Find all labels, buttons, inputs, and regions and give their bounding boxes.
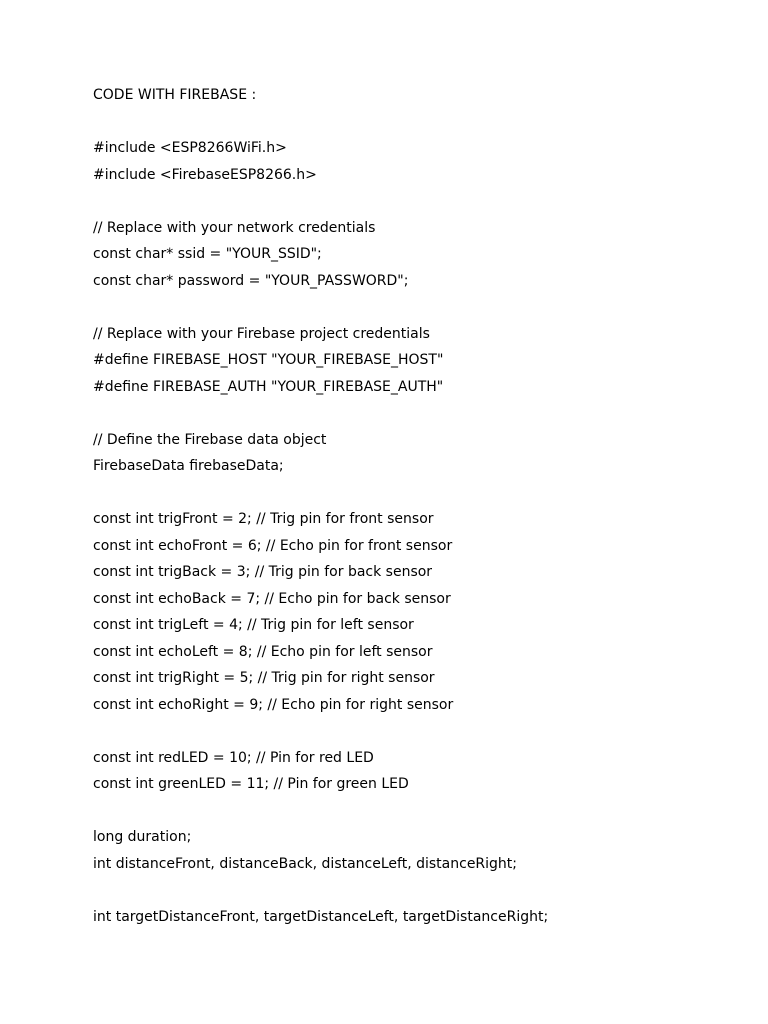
- code-line-green-led: const int greenLED = 11; // Pin for green LED: [93, 776, 409, 792]
- code-line-trig-left: const int trigLeft = 4; // Trig pin for left sensor: [93, 617, 414, 633]
- blank-line: [93, 298, 733, 325]
- code-line-trig-back: const int trigBack = 3; // Trig pin for back sensor: [93, 564, 433, 580]
- code-line-target-distances: int targetDistanceFront, targetDistanceLeft, targetDistanceRight;: [93, 908, 549, 925]
- code-line-password: const char* password = "YOUR_PASSWORD";: [93, 272, 409, 289]
- code-line-ssid: const char* ssid = "YOUR_SSID";: [93, 246, 322, 262]
- code-line-trig-front: const int trigFront = 2; // Trig pin for front sensor: [93, 511, 434, 527]
- code-line-echo-front: const int echoFront = 6; // Echo pin for front sensor: [93, 537, 453, 554]
- blank-line: [93, 484, 733, 511]
- code-line-echo-back: const int echoBack = 7; // Echo pin for back sensor: [93, 590, 451, 607]
- code-line-firebase-data: FirebaseData firebaseData;: [93, 458, 284, 474]
- code-line-duration: long duration;: [93, 829, 192, 845]
- document-title: CODE WITH FIREBASE :: [93, 87, 257, 103]
- code-line-echo-left: const int echoLeft = 8; // Echo pin for left sensor: [93, 643, 433, 660]
- code-line-echo-right: const int echoRight = 9; // Echo pin for right sensor: [93, 696, 454, 713]
- document-page: [93, 86, 733, 934]
- blank-line: [93, 192, 733, 219]
- blank-line: [93, 113, 733, 140]
- code-line-firebase-host: #define FIREBASE_HOST "YOUR_FIREBASE_HOST": [93, 352, 444, 368]
- code-comment-firebase: // Replace with your Firebase project credentials: [93, 325, 430, 342]
- code-line-distances: int distanceFront, distanceBack, distanceLeft, distanceRight;: [93, 855, 518, 872]
- code-line-include-firebase: #include <FirebaseESP8266.h>: [93, 166, 317, 183]
- code-line-trig-right: const int trigRight = 5; // Trig pin for right sensor: [93, 670, 435, 686]
- code-comment-network: // Replace with your network credentials: [93, 219, 376, 236]
- code-comment-data-object: // Define the Firebase data object: [93, 431, 327, 448]
- blank-line: [93, 881, 733, 908]
- code-line-firebase-auth: #define FIREBASE_AUTH "YOUR_FIREBASE_AUTH": [93, 378, 444, 395]
- blank-line: [93, 722, 733, 749]
- code-line-red-led: const int redLED = 10; // Pin for red LED: [93, 749, 374, 766]
- blank-line: [93, 404, 733, 431]
- code-line-include-wifi: #include <ESP8266WiFi.h>: [93, 140, 287, 156]
- blank-line: [93, 802, 733, 829]
